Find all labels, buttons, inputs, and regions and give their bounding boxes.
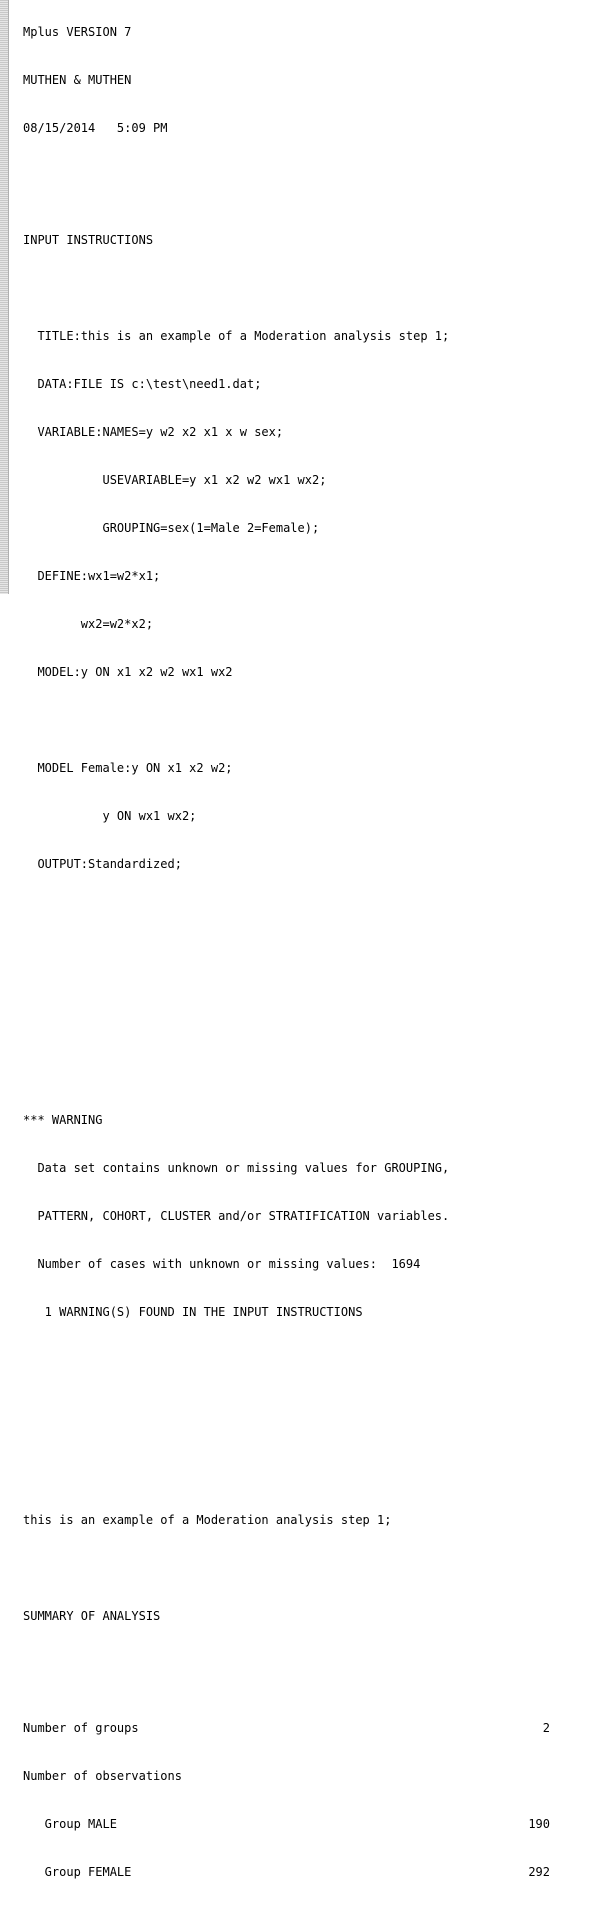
- publisher-line: MUTHEN & MUTHEN: [23, 73, 132, 87]
- version-line: Mplus VERSION 7: [23, 25, 132, 39]
- instruction-line: GROUPING=sex(1=Male 2=Female);: [23, 521, 320, 535]
- blank-line: [23, 1000, 583, 1016]
- observations-label: Number of observations: [23, 1769, 182, 1783]
- instruction-line: MODEL Female:y ON x1 x2 w2;: [23, 761, 233, 775]
- group-male-label: Group MALE: [23, 1817, 117, 1831]
- blank-line: [23, 1448, 583, 1464]
- instruction-line: TITLE:this is an example of a Moderation analysis step 1;: [23, 329, 450, 343]
- blank-line: [23, 1656, 583, 1672]
- instruction-line: USEVARIABLE=y x1 x2 w2 wx1 wx2;: [23, 473, 327, 487]
- blank-line: [23, 952, 583, 968]
- warning-heading: *** WARNING: [23, 1113, 103, 1127]
- group-male-row: [23, 1816, 550, 1832]
- groups-row: [23, 1720, 550, 1736]
- title-echo-line: this is an example of a Moderation analysis step 1;: [23, 1513, 392, 1527]
- instruction-line: y ON wx1 wx2;: [23, 809, 197, 823]
- output-text-area[interactable]: [23, 0, 583, 1912]
- group-female-value: 292: [528, 1865, 550, 1879]
- instruction-line: MODEL:y ON x1 x2 w2 wx1 wx2: [23, 665, 233, 679]
- groups-label: Number of groups: [23, 1721, 139, 1735]
- warning-line: Data set contains unknown or missing values for GROUPING,: [23, 1161, 450, 1175]
- left-gutter: [0, 0, 9, 594]
- instruction-line: wx2=w2*x2;: [23, 617, 154, 631]
- group-male-value: 190: [528, 1817, 550, 1831]
- blank-line: [23, 1560, 583, 1576]
- instruction-line: DATA:FILE IS c:\test\need1.dat;: [23, 377, 262, 391]
- input-instructions-heading: INPUT INSTRUCTIONS: [23, 233, 154, 247]
- summary-heading: SUMMARY OF ANALYSIS: [23, 1609, 161, 1623]
- instruction-line: VARIABLE:NAMES=y w2 x2 x1 x w sex;: [23, 425, 284, 439]
- groups-value: 2: [542, 1721, 550, 1735]
- warning-count-line: 1 WARNING(S) FOUND IN THE INPUT INSTRUCTIONS: [23, 1305, 363, 1319]
- timestamp-line: 08/15/2014 5:09 PM: [23, 121, 168, 135]
- group-female-label: Group FEMALE: [23, 1865, 132, 1879]
- blank-line: [23, 1352, 583, 1368]
- group-female-row: [23, 1864, 550, 1880]
- instruction-line: DEFINE:wx1=w2*x1;: [23, 569, 161, 583]
- blank-line: [23, 280, 583, 296]
- blank-line: [23, 712, 583, 728]
- blank-line: [23, 1400, 583, 1416]
- instruction-line: OUTPUT:Standardized;: [23, 857, 182, 871]
- warning-line: PATTERN, COHORT, CLUSTER and/or STRATIFICATION variables.: [23, 1209, 450, 1223]
- blank-line: [23, 904, 583, 920]
- blank-line: [23, 1048, 583, 1064]
- warning-line: Number of cases with unknown or missing values: 1694: [23, 1257, 421, 1271]
- blank-line: [23, 168, 583, 184]
